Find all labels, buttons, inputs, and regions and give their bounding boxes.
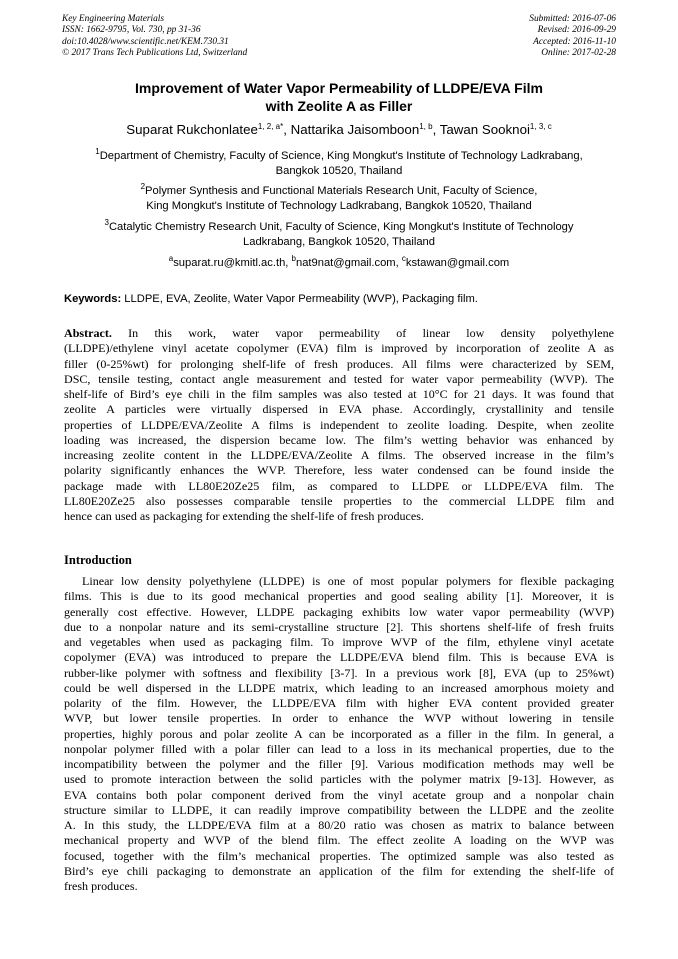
affiliation-line: Bangkok 10520, Thailand	[275, 164, 403, 177]
intro-line: fresh produces.	[64, 879, 138, 893]
intro-line: polarity of the film. However, the LLDPE/EVA film with higher EVA content provided greater	[64, 696, 614, 710]
introduction-body	[64, 574, 614, 894]
revised-date: Revised: 2016-09-29	[537, 25, 616, 36]
abstract-line: hence can used as packaging for extending the shelf-life of fresh produces.	[64, 509, 424, 523]
journal-doi: doi:10.4028/www.scientific.net/KEM.730.31	[62, 36, 229, 47]
author-name: Tawan Sooknoi	[439, 122, 530, 137]
affiliation-line: Polymer Synthesis and Functional Materials Research Unit, Faculty of Science,	[145, 185, 538, 197]
intro-line: EVA contains both polar component derived from the vinyl acetate group and a nonpolar chain	[64, 787, 614, 802]
online-date: Online: 2017-02-28	[541, 48, 616, 59]
abstract-line: DSC, tensile testing, contact angle measurement and tested for water vapor permeability (WVP). The	[64, 371, 614, 386]
author-affiliation-sup: 1, 2, a*	[257, 122, 284, 131]
intro-line: incompatibility between the polymer and the filler [9]. Various modification methods may well be	[64, 757, 614, 771]
abstract-line: (LLDPE)/ethylene vinyl acetate copolymer (EVA) film is improved by incorporation of zeolite A as	[64, 341, 614, 356]
intro-line: Bird’s eye chili packaging to demonstrate an application of the film for extending the shelf-life of	[64, 863, 614, 878]
intro-line: could be well dispersed in the LLDPE matrix, which leading to an increased amorphous moiety and	[64, 680, 614, 695]
accepted-date: Accepted: 2016-11-10	[533, 36, 616, 47]
affiliation-2	[50, 184, 628, 213]
email-link[interactable]: suparat.ru@kmitl.ac.th	[173, 257, 286, 269]
keywords	[64, 292, 624, 306]
journal-issn: ISSN: 1662-9795, Vol. 730, pp 31-36	[62, 25, 201, 36]
abstract	[64, 326, 614, 524]
affiliation-line: King Mongkut's Institute of Technology Ladkrabang, Bangkok 10520, Thailand	[146, 199, 532, 212]
affiliation-line: Ladkrabang, Bangkok 10520, Thailand	[243, 235, 435, 248]
abstract-line: LL80E20Ze25 also possesses comparable tensile properties to the commercial LLDPE film and	[64, 493, 614, 508]
affiliation-sup: 3	[104, 218, 109, 227]
paper-title	[40, 79, 638, 115]
author-name: Suparat Rukchonlatee	[126, 122, 258, 137]
abstract-label: Abstract.	[64, 326, 112, 340]
abstract-line: package made with LL80E20Ze25 film, as compared to LLDPE or LLDPE/EVA film. The	[64, 478, 614, 493]
email-sup: a	[168, 254, 174, 263]
affiliation-line: Department of Chemistry, Faculty of Science, King Mongkut's Institute of Technology Ladkrabang,	[99, 150, 583, 162]
author-emails: $^a$suparat.ru@kmitl.ac.th, $^b$nat9nat@gmail.com, $^c$kstawan@gmail.com	[168, 254, 510, 269]
email-link[interactable]: kstawan@gmail.com	[405, 257, 510, 269]
intro-line: rubber-like polymer with softness and flexibility [3-7]. In a previous work [8], EVA (up to 25%wt)	[64, 665, 614, 680]
intro-line: A. In this study, the LLDPE/EVA film at a 80/20 ratio was chosen as matrix to balance between	[64, 818, 614, 832]
email-sup: c	[401, 254, 406, 263]
keywords-label: Keywords:	[64, 293, 122, 305]
title-line-2: with Zeolite A as Filler	[265, 98, 413, 114]
abstract-line: increasing zeolite content in the LLDPE/EVA/Zeolite A films. The observed increase in the film’s	[64, 448, 614, 462]
email-link[interactable]: nat9nat@gmail.com	[295, 257, 396, 269]
abstract-line: loading was increased, the dispersion became low. The film’s wetting behavior was enhanced by	[64, 432, 614, 447]
header-right	[529, 14, 616, 60]
intro-line: due to a nonpolar nature and its semi-crystalline structure [2]. This shortens shelf-life of fresh fruits	[64, 619, 614, 634]
affiliation-3	[50, 220, 628, 249]
intro-line: and vegetables when used as packaging film. To improve WVP of the film, ethylene vinyl acetate	[64, 635, 614, 649]
intro-line: used to promote interaction between the solid particles with the polymer matrix [9-13]. However, as	[64, 772, 614, 787]
journal-copyright: © 2017 Trans Tech Publications Ltd, Switzerland	[62, 48, 248, 59]
affiliation-1	[50, 149, 628, 178]
author-name: Nattarika Jaisomboon	[290, 122, 420, 137]
title-line-1: Improvement of Water Vapor Permeability of LLDPE/EVA Film	[135, 80, 543, 96]
journal-name: Key Engineering Materials	[62, 14, 165, 24]
submitted-date: Submitted: 2016-07-06	[529, 14, 616, 24]
abstract-line: zeolite A particles were virtually dispersed in EVA phase. Accordingly, crystallinity and tensile	[64, 402, 614, 417]
intro-line: WVP, but lower tensile properties. In order to enhance the WVP without lowering in tensile	[64, 711, 614, 726]
keywords-text: LLDPE, EVA, Zeolite, Water Vapor Permeability (WVP), Packaging film.	[121, 293, 478, 305]
intro-line: structure similar to LLDPE, it can readily improve compatibility between the LLDPE and the zeolite	[64, 802, 614, 817]
intro-line: focused, together with the film’s mechanical properties. The optimized sample was also tested as	[64, 848, 614, 863]
section-heading-introduction: Introduction	[64, 553, 132, 567]
abstract-line: polarity significantly enhances the WVP. Therefore, less water condensed can be found inside the	[64, 463, 614, 478]
abstract-line: In this work, water vapor permeability of linear low density polyethylene	[111, 326, 614, 340]
intro-line: Linear low density polyethylene (LLDPE) is one of most popular polymers for flexible packaging	[82, 574, 614, 588]
intro-line: copolymer (EVA) was introduced to prepare the LLDPE/EVA blend film. This is because EVA is	[64, 650, 614, 665]
intro-line: films. This is due to its good mechanical properties and good sealing ability [1]. Moreover, it is	[64, 589, 614, 604]
intro-line: generally cost effective. However, LLDPE packaging exhibits low water vapor permeability (WVP)	[64, 604, 614, 619]
abstract-line: filler (0-25%wt) for prolonging shelf-life of fresh produces. All films were characterized by SEM,	[64, 356, 614, 371]
email-sup: b	[291, 254, 296, 263]
affiliation-sup: 1	[95, 147, 100, 156]
author-affiliation-sup: 1, 3, c	[529, 122, 552, 131]
intro-line: nonpolar polymer filled with a polar filler can lead to a loss in its mechanical properties, due to the	[64, 741, 614, 756]
header-left	[62, 14, 247, 60]
author-affiliation-sup: 1, b	[419, 122, 433, 131]
affiliation-line: Catalytic Chemistry Research Unit, Faculty of Science, King Mongkut's Institute of Technology	[108, 221, 574, 233]
intro-line: properties, highly porous and polar zeolite A can be incorporated as a filler in the film. In general, a	[64, 726, 614, 741]
affiliation-sup: 2	[140, 182, 146, 191]
author-list: Suparat Rukchonlatee$^{1, 2, a*}$, Nattarika Jaisomboon$^{1, b}$, Tawan Sooknoi$^{1, 3, c}$	[126, 122, 552, 137]
intro-line: mechanical property and WVP of the blend film. The effect zeolite A loading on the WVP was	[64, 833, 614, 848]
abstract-line: properties of LLDPE/EVA/Zeolite A films is independent to zeolite loading. Despite, when zeolite	[64, 417, 614, 432]
abstract-line: shelf-life of Bird’s eye chili in the film samples was also tested at 10°C for 21 days. It was found that	[64, 387, 614, 401]
